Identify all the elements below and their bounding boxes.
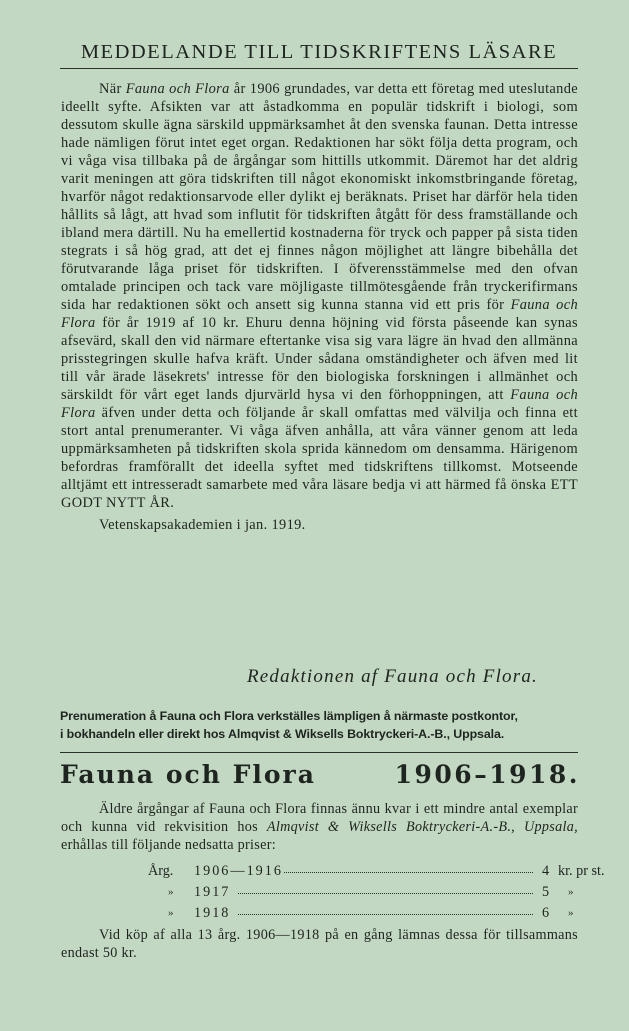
price-row-price: 5: [542, 884, 550, 900]
journal-name: Fauna och Flora: [125, 81, 230, 97]
offer-title: [60, 760, 580, 789]
price-row: [148, 884, 574, 905]
text-run: Äldre årgångar af Fauna och Flora finnas ännu kvar i ett mindre antal exemplar och kunna vid rekvisition hos: [61, 801, 578, 835]
price-row-label: Årg.: [148, 863, 174, 879]
price-row: [148, 863, 605, 884]
leader-dots: [238, 893, 533, 894]
header-title: MEDDELANDE TILL TIDSKRIFTENS LÄSARE: [80, 41, 558, 63]
offer-title-years: 1906–1918.: [394, 760, 580, 789]
price-row-label: »: [168, 886, 174, 898]
subscription-notice: [60, 707, 580, 743]
text-run: för år 1919 af 10 kr. Ehuru denna höjning vid första påseende kan synas afsevärd, skall den vid närmare eftertanke visa sig vara lägre än hvad den allmänna prisstegringen skulle hafva kräft. Under sådana omständigheter och äfven med lit till vår ärade läsekrets' intresse för den biologiska forskningen i allmänhet och särskildt för vårt eget lands djurvärld hysa vi den förhoppningen, att: [61, 315, 578, 403]
price-row-years: 1906—1916: [194, 863, 283, 879]
offer-text: [61, 800, 578, 854]
text-run: erhållas till följande nedsatta priser:: [61, 837, 276, 853]
notice-line-1: Prenumeration å Fauna och Flora verkställes lämpligen å närmaste postkontor,: [60, 709, 518, 723]
journal-name: Fauna och Flora: [61, 297, 578, 331]
offer-title-name: Fauna och Flora: [60, 760, 316, 789]
text-run: När: [99, 81, 126, 97]
price-row-unit: »: [568, 886, 574, 898]
letter-paragraph: [61, 80, 578, 512]
price-row-unit: kr. pr st.: [558, 863, 605, 879]
editorial-signature: Redaktionen af Fauna och Flora.: [246, 666, 538, 687]
text-run: äfven under detta och följande år skall omfattas med välvilja och finna ett stort antal prenumeranter. Vi våga äfven anhålla, att våra vänner genom att leda uppmärksamheten på tidskriften skola sprida kännedom om densamma. Härigenom befordras framförallt det ideella syftet med tidskriftens tillkomst. Motseende alltjämt ett intresseradt samarbete med våra läsare bedja vi att härmed få önska ETT GODT NYTT ÅR.: [61, 405, 578, 511]
journal-name: Fauna och Flora: [61, 387, 578, 421]
price-row-unit: »: [568, 907, 574, 919]
text-run: år 1906 grundades, var detta ett företag med uteslutande ideellt syfte. Afsikten var att åstadkomma en populär tidskrift i biologi, som dessutom skulle ägna särskild uppmärksamhet åt den svenska faunan. Detta intresse hade nämligen förut intet eget organ. Redaktionen har sökt följa detta program, och vi våga visa tillbaka på de årgångar som hittills utkommit. Däremot har det aldrig varit meningen att göra tidskriften till något ekonomiskt inkomstbringande företag, hvarför något redaktionsarvode eller dylikt ej beräknats. Priset har därför hela tiden hållits så lågt, att hvad som influtit för tidskriften åtgått för dess framställande och ibland mera därtill. Nu ha emellertid kostnaderna för tryck och papper på sista tiden stegrats i så hög grad, att det ej finnes någon möjlighet att längre bibehålla det förutvarande låga priset för tidskriften. I öfverensstämmelse med den ofvan omtalade principen och tack vare möjligaste tillmötesgående från tryckerifirmans sida har redaktionen sökt och ansett sig kunna stanna vid ett pris för: [61, 81, 578, 313]
header-rule: [60, 68, 578, 69]
price-row: [148, 905, 574, 926]
letter-body: [61, 80, 578, 534]
closing-offer: Vid köp af alla 13 årg. 1906—1918 på en gång lämnas dessa för tillsammans endast 50 kr.: [61, 927, 578, 961]
page-header: [60, 40, 578, 64]
price-row-price: 6: [542, 905, 550, 921]
price-list: [148, 863, 605, 926]
leader-dots: [284, 872, 533, 873]
price-row-years: 1917: [194, 884, 231, 900]
date-line: Vetenskapsakademien i jan. 1919.: [99, 517, 306, 533]
price-row-price: 4: [542, 863, 550, 879]
notice-line-2: i bokhandeln eller direkt hos Almqvist & Wiksells Boktryckeri-A.-B., Uppsala.: [60, 727, 505, 741]
price-row-years: 1918: [194, 905, 231, 921]
leader-dots: [238, 914, 533, 915]
price-row-label: »: [168, 907, 174, 919]
publisher-name: Almqvist & Wiksells Boktryckeri-A.-B., Uppsala,: [266, 819, 578, 835]
section-rule: [60, 752, 578, 753]
